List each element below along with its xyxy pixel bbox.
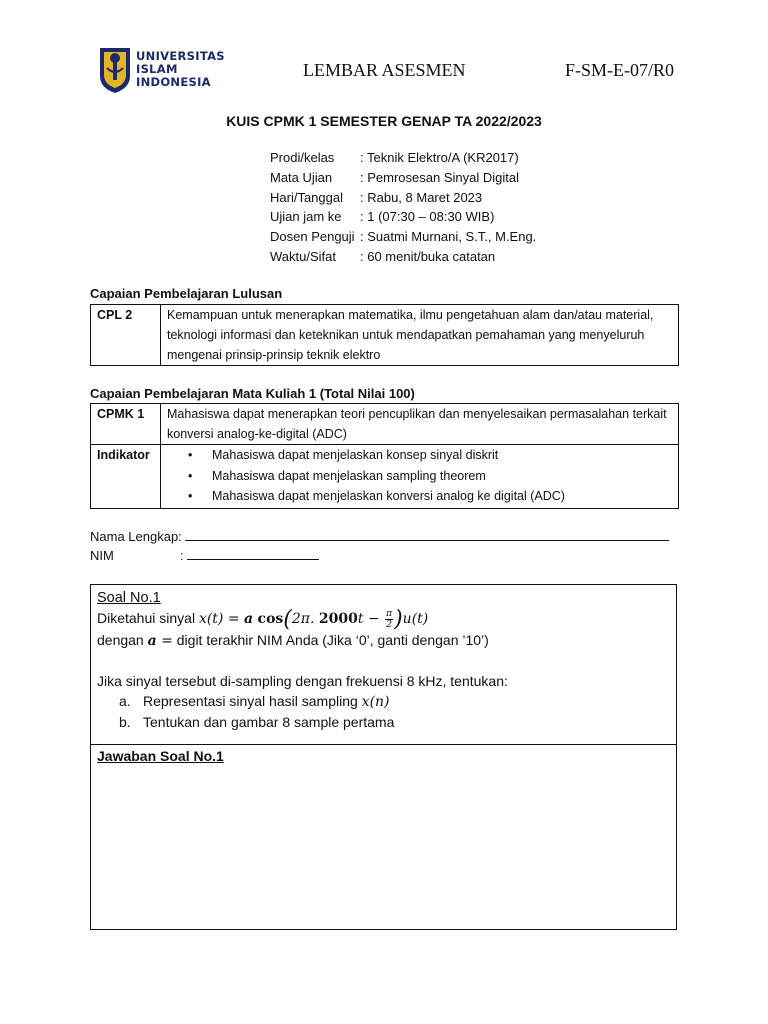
indicator-label: Indikator	[91, 445, 161, 509]
alpha-symbol: a	[147, 633, 157, 649]
question-title: Soal No.1	[97, 590, 161, 606]
cpl-label: CPL 2	[91, 305, 161, 366]
document-title: LEMBAR ASESMEN	[303, 60, 466, 80]
cpmk-description: Mahasiswa dapat menerapkan teori pencuplikan dan menyelesaikan permasalahan terkait konversi analog-ke-digital (ADC)	[161, 404, 679, 445]
question-section	[91, 585, 676, 745]
nim-field-row	[90, 547, 319, 563]
info-row: Hari/Tanggal : Rabu, 8 Maret 2023	[270, 189, 483, 205]
answer-area[interactable]	[91, 771, 676, 929]
info-row: Prodi/kelas : Teknik Elektro/A (KR2017)	[270, 150, 519, 165]
list-item: • Mahasiswa dapat menjelaskan sampling theorem	[212, 466, 672, 487]
question-box	[90, 584, 677, 930]
cpl-table	[90, 304, 679, 366]
name-label: Nama Lengkap:	[90, 529, 182, 544]
question-line-3: Jika sinyal tersebut di-sampling dengan frekuensi 8 kHz, tentukan:	[97, 673, 508, 689]
university-logo	[98, 46, 225, 94]
info-row: Dosen Penguji : Suatmi Murnani, S.T., M.Eng.	[270, 229, 537, 245]
nim-input-line[interactable]	[187, 547, 319, 560]
list-item: a. Representasi sinyal hasil sampling x(n)	[119, 693, 390, 710]
logo-wordmark: UNIVERSITAS ISLAM INDONESIA	[136, 49, 225, 89]
nim-label: NIM	[90, 548, 114, 563]
question-items	[97, 691, 670, 732]
name-input-line[interactable]	[185, 528, 669, 541]
cpmk-table	[90, 403, 679, 509]
cpmk-section-title: Capaian Pembelajaran Mata Kuliah 1 (Total Nilai 100)	[90, 386, 415, 401]
indicator-list-cell	[161, 445, 679, 509]
cpmk-label: CPMK 1	[91, 404, 161, 445]
nim-colon: :	[180, 548, 184, 563]
answer-title: Jawaban Soal No.1	[97, 748, 224, 764]
indicator-list	[167, 445, 672, 507]
cpl-section-title: Capaian Pembelajaran Lulusan	[90, 286, 283, 301]
info-row: Waktu/Sifat : 60 menit/buka catatan	[270, 248, 496, 264]
cpl-description: Kemampuan untuk menerapkan matematika, ilmu pengetahuan alam dan/atau material, teknologi informasi dan keteknikan untuk mendapatkan pemahaman yang menyeluruh mengenai prinsip-prinsip teknik elektro	[161, 305, 679, 366]
name-field-row	[90, 528, 669, 544]
document-code: F-SM-E-07/R0	[565, 60, 675, 80]
exam-info	[270, 148, 536, 267]
info-row: Ujian jam ke : 1 (07:30 – 08:30 WIB)	[270, 209, 495, 225]
list-item: • Mahasiswa dapat menjelaskan konversi analog ke digital (ADC)	[212, 486, 672, 507]
info-row: Mata Ujian : Pemrosesan Sinyal Digital	[270, 169, 519, 185]
question-line-2: dengan a = digit terakhir NIM Anda (Jika ‘0’, ganti dengan ’10’)	[97, 632, 489, 649]
list-item: • Mahasiswa dapat menjelaskan konsep sinyal diskrit	[212, 445, 672, 466]
list-item: b. Tentukan dan gambar 8 sample pertama	[119, 714, 395, 730]
signal-formula: x(t) = a cos(2π. 2000t − $\frac{\pi}{2}$ )u(t)	[198, 607, 429, 632]
question-line-1: Diketahui sinyal x(t) = a cos(2π. 2000t − $\frac{\pi}{2}$ )u(t)	[97, 607, 429, 632]
quiz-title: KUIS CPMK 1 SEMESTER GENAP TA 2022/2023	[226, 113, 542, 129]
university-crest-icon	[98, 46, 132, 94]
